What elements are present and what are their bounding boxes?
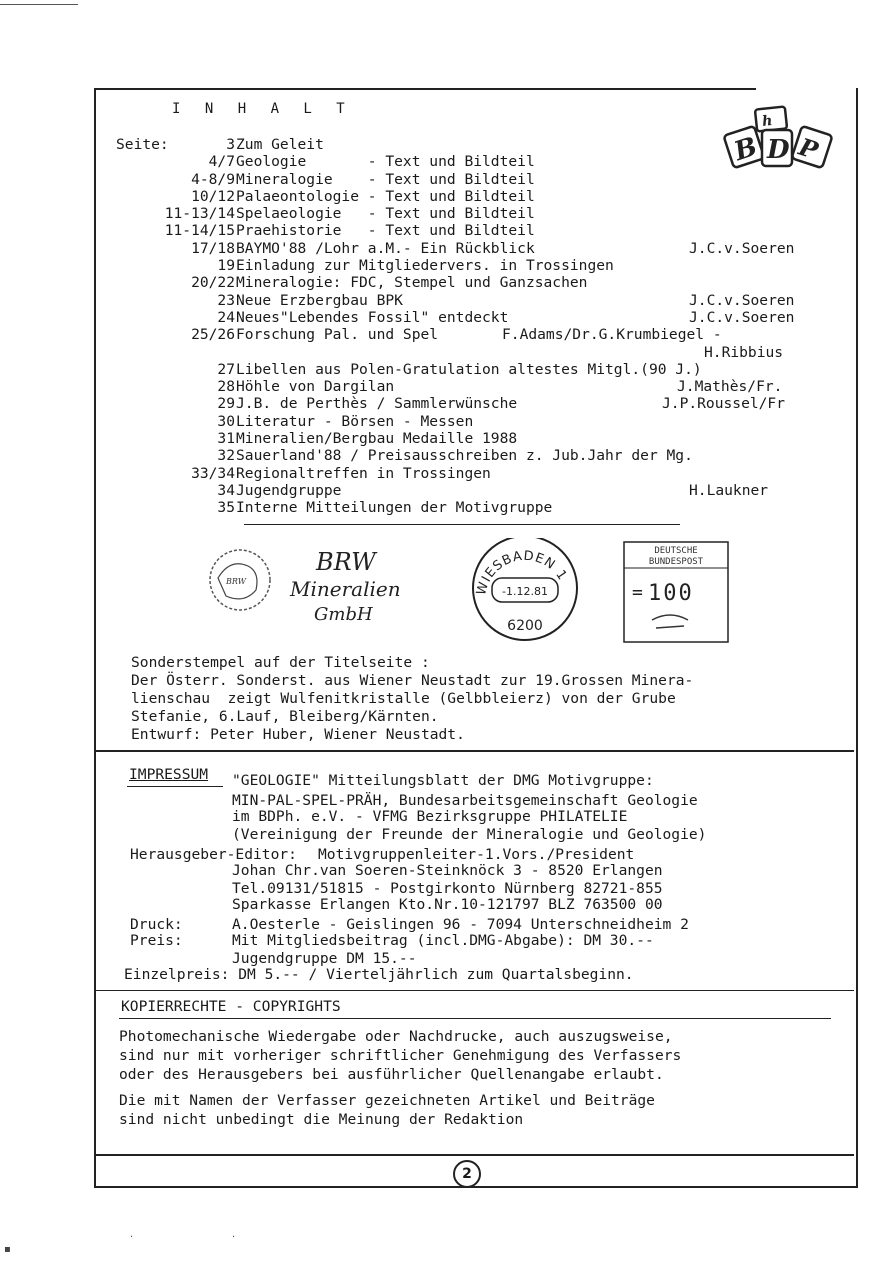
section-rule-copyright <box>96 990 854 991</box>
toc-entry-title: Jugendgruppe <box>236 481 342 499</box>
toc-page-number: 11-14/15 <box>164 222 235 240</box>
toc-entry-title: Regionaltreffen in Trossingen <box>236 464 491 482</box>
copyright-line: Die mit Namen der Verfasser gezeichneten Artikel und Beiträge <box>119 1092 655 1109</box>
brw-subtitle: Mineralien <box>290 577 401 601</box>
toc-page-number: 19 <box>217 257 235 275</box>
toc-entry-title: J.B. de Perthès / Sammlerwünsche <box>236 395 518 413</box>
toc-entry <box>0 326 895 343</box>
svg-text:D: D <box>767 135 790 165</box>
meter-stamp <box>624 542 728 642</box>
toc-page-number: 10/12 <box>191 187 235 205</box>
toc-entry <box>0 240 895 257</box>
impressum-line: im BDPh. e.V. - VFMG Bezirksgruppe PHILATELIE <box>232 808 628 825</box>
toc-entry-title: Mineralogie: FDC, Stempel und Ganzsachen <box>236 274 588 292</box>
caption-line: lienschau zeigt Wulfenitkristalle (Gelbbleierz) von der Grube <box>131 690 676 707</box>
toc-entry <box>0 136 895 153</box>
toc-list <box>0 136 895 517</box>
editor-label: Herausgeber-Editor: <box>130 846 297 863</box>
impressum-line: "GEOLOGIE" Mitteilungsblatt der DMG Motivgruppe: <box>232 772 654 789</box>
caption-line: Der Österr. Sonderst. aus Wiener Neustadt zur 19.Grossen Minera- <box>131 672 694 689</box>
svg-text:DEUTSCHE: DEUTSCHE <box>654 546 698 556</box>
toc-entry-title: Praehistorie - Text und Bildteil <box>236 222 535 240</box>
svg-text:BRW: BRW <box>226 577 246 586</box>
copyright-line: Photomechanische Wiedergabe oder Nachdrucke, auch auszugsweise, <box>119 1028 673 1045</box>
toc-entry <box>0 188 895 205</box>
toc-entry <box>0 309 895 326</box>
toc-entry <box>0 153 895 170</box>
toc-entry-title: Sauerland'88 / Preisausschreiben z. Jub.Jahr der Mg. <box>236 447 693 465</box>
toc-entry <box>0 499 895 516</box>
toc-entry <box>0 205 895 222</box>
toc-page-number: 27 <box>217 360 235 378</box>
preis-value: Mit Mitgliedsbeitrag (incl.DMG-Abgabe): DM 30.-- <box>232 932 654 949</box>
copyright-line: sind nicht unbedingt die Meinung der Redaktion <box>119 1111 524 1128</box>
toc-entry-author: J.C.v.Soeren <box>689 308 795 326</box>
toc-end-rule <box>244 524 680 525</box>
toc-entry-author: H.Ribbius <box>704 343 784 361</box>
svg-text:B: B <box>730 131 761 168</box>
toc-page-number: 3 <box>226 136 235 153</box>
copyright-underline <box>119 1018 831 1019</box>
svg-text:P: P <box>795 131 822 166</box>
editor-address-line: Tel.09131/51815 - Postgirkonto Nürnberg 82721-855 <box>232 880 663 897</box>
brw-company: GmbH <box>314 604 373 625</box>
brw-title: BRW <box>316 548 376 576</box>
toc-page-number: 4-8/9 <box>191 170 235 188</box>
toc-page-number: 31 <box>217 430 235 448</box>
toc-entry-title: Libellen aus Polen-Gratulation altestes Mitgl.(90 J.) <box>236 360 702 378</box>
svg-text:WIESBADEN 1: WIESBADEN 1 <box>474 548 570 597</box>
scan-speck: · <box>232 1232 236 1243</box>
caption-line: Sonderstempel auf der Titelseite : <box>131 654 430 671</box>
toc-entry-title: Palaeontologie - Text und Bildteil <box>236 187 535 205</box>
toc-page-number: 32 <box>217 447 235 465</box>
toc-entry <box>0 257 895 274</box>
toc-page-number: 35 <box>217 499 235 517</box>
caption-line: Entwurf: Peter Huber, Wiener Neustadt. <box>131 726 465 743</box>
toc-entry <box>0 430 895 447</box>
toc-page-number: 24 <box>217 308 235 326</box>
impressum-heading: IMPRESSUM <box>129 766 209 783</box>
toc-entry-title: BAYMO'88 /Lohr a.M.- Ein Rückblick <box>236 239 535 257</box>
preis-youth: Jugendgruppe DM 15.-- <box>232 950 417 967</box>
toc-page-number: 23 <box>217 291 235 309</box>
stamp-illustrations <box>200 538 740 648</box>
copyright-paragraph-1 <box>119 1028 839 1085</box>
brw-logo-icon <box>210 550 270 610</box>
postmark-stamp <box>473 538 577 640</box>
toc-entry <box>0 413 895 430</box>
toc-entry-author: H.Laukner <box>689 481 769 499</box>
postmark-zip: 6200 <box>507 618 543 634</box>
editor-address-line: Sparkasse Erlangen Kto.Nr.10-121797 BLZ 763500 00 <box>232 896 663 913</box>
toc-page-label: Seite: <box>116 136 169 153</box>
impressum-underline <box>127 786 223 787</box>
toc-entry-title: Literatur - Börsen - Messen <box>236 412 474 430</box>
toc-entry-title: Geologie - Text und Bildteil <box>236 153 535 171</box>
toc-entry-title: Neue Erzbergbau BPK <box>236 291 403 309</box>
toc-title: I N H A L T <box>172 101 353 117</box>
toc-page-number: 30 <box>217 412 235 430</box>
toc-entry-author: J.C.v.Soeren <box>689 291 795 309</box>
toc-entry <box>0 274 895 291</box>
svg-text:=: = <box>632 582 643 603</box>
toc-entry-author: J.P.Roussel/Fr <box>662 395 786 413</box>
footer-rule <box>96 1154 854 1156</box>
toc-entry <box>0 447 895 464</box>
toc-page-number: 33/34 <box>191 464 235 482</box>
toc-entry-author: F.Adams/Dr.G.Krumbiegel - <box>502 326 722 344</box>
toc-entry <box>0 482 895 499</box>
preis-label: Preis: <box>130 932 183 949</box>
toc-entry-author: J.C.v.Soeren <box>689 239 795 257</box>
druck-value: A.Oesterle - Geislingen 96 - 7094 Unterschneidheim 2 <box>232 916 689 933</box>
toc-page-number: 4/7 <box>208 153 235 171</box>
postmark-date: -1.12.81 <box>502 585 548 598</box>
toc-entry-title: Forschung Pal. und Spel <box>236 326 439 344</box>
toc-entry <box>0 465 895 482</box>
copyright-line: oder des Herausgebers bei ausführlicher Quellenangabe erlaubt. <box>119 1066 664 1083</box>
svg-text:h: h <box>761 112 774 130</box>
toc-entry <box>0 222 895 239</box>
copyright-paragraph-2 <box>119 1092 839 1130</box>
editor-value: Motivgruppenleiter-1.Vors./President <box>318 846 635 863</box>
page-number: 2 <box>453 1160 481 1188</box>
top-rule <box>94 88 756 90</box>
scan-speck: · <box>130 1232 134 1243</box>
toc-entry-title: Mineralien/Bergbau Medaille 1988 <box>236 430 518 448</box>
toc-page-number: 34 <box>217 481 235 499</box>
copyright-title: KOPIERRECHTE - COPYRIGHTS <box>121 998 341 1015</box>
toc-entry-title: Interne Mitteilungen der Motivgruppe <box>236 499 553 517</box>
caption-line: Stefanie, 6.Lauf, Bleiberg/Kärnten. <box>131 708 439 725</box>
toc-entry <box>0 292 895 309</box>
corner-mark <box>0 4 78 5</box>
meter-value: 100 <box>648 581 694 606</box>
toc-entry <box>0 344 895 361</box>
toc-page-number: 20/22 <box>191 274 235 292</box>
impressum-line: MIN-PAL-SPEL-PRÄH, Bundesarbeitsgemeinschaft Geologie <box>232 792 698 809</box>
toc-page-number: 28 <box>217 378 235 396</box>
toc-entry-title: Mineralogie - Text und Bildteil <box>236 170 535 188</box>
toc-entry <box>0 378 895 395</box>
copyright-line: sind nur mit vorheriger schriftlicher Genehmigung des Verfassers <box>119 1047 682 1064</box>
toc-page-number: 11-13/14 <box>164 205 235 223</box>
toc-entry-title: Spelaeologie - Text und Bildteil <box>236 205 535 223</box>
cover-stamp-caption <box>131 654 831 744</box>
section-rule-impressum <box>96 750 854 752</box>
toc-entry <box>0 395 895 412</box>
druck-label: Druck: <box>130 916 183 933</box>
toc-entry <box>0 361 895 378</box>
toc-page-number: 29 <box>217 395 235 413</box>
impressum-line: (Vereinigung der Freunde der Mineralogie und Geologie) <box>232 826 707 843</box>
toc-entry-author: J.Mathès/Fr. <box>677 378 783 396</box>
einzelpreis: Einzelpreis: DM 5.-- / Vierteljährlich zum Quartalsbeginn. <box>124 966 634 983</box>
scan-speck: ▪ <box>4 1244 11 1255</box>
toc-entry-title: Einladung zur Mitgliedervers. in Trossingen <box>236 257 614 275</box>
editor-address-line: Johan Chr.van Soeren-Steinknöck 3 - 8520 Erlangen <box>232 862 663 879</box>
stamps-graphic <box>200 538 740 648</box>
toc-entry-title: Höhle von Dargilan <box>236 378 395 396</box>
toc-page-number: 25/26 <box>191 326 235 344</box>
svg-text:BUNDESPOST: BUNDESPOST <box>648 557 704 567</box>
toc-entry-title: Neues"Lebendes Fossil" entdeckt <box>236 308 509 326</box>
toc-entry <box>0 171 895 188</box>
toc-page-number: 17/18 <box>191 239 235 257</box>
toc-entry-title: Zum Geleit <box>236 136 324 153</box>
